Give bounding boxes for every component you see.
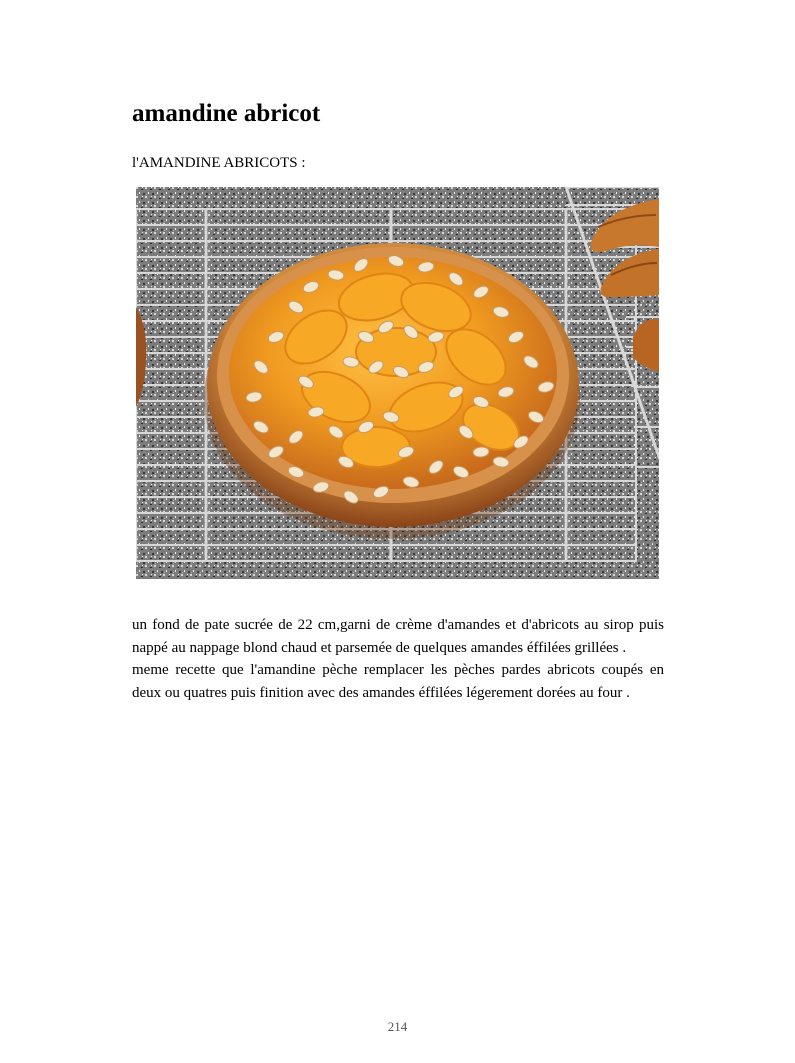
apricot-tart (204, 243, 580, 539)
page-number: 214 (387, 1019, 408, 1034)
apricot-tart-photo (136, 187, 659, 579)
recipe-description (132, 614, 664, 704)
recipe-paragraph: meme recette que l'amandine pèche remplacer les pèches pardes abricots coupés en deux ou quatres puis finition avec des amandes éffilées légerement dorées au four . (132, 662, 664, 701)
recipe-subtitle: l'AMANDINE ABRICOTS : (132, 155, 306, 171)
recipe-paragraph: un fond de pate sucrée de 22 cm,garni de crème d'amandes et d'abricots au sirop puis nappé au nappage blond chaud et parsemée de quelques amandes éffilées grillées . (132, 617, 664, 656)
page-title: amandine abricot (132, 100, 321, 127)
